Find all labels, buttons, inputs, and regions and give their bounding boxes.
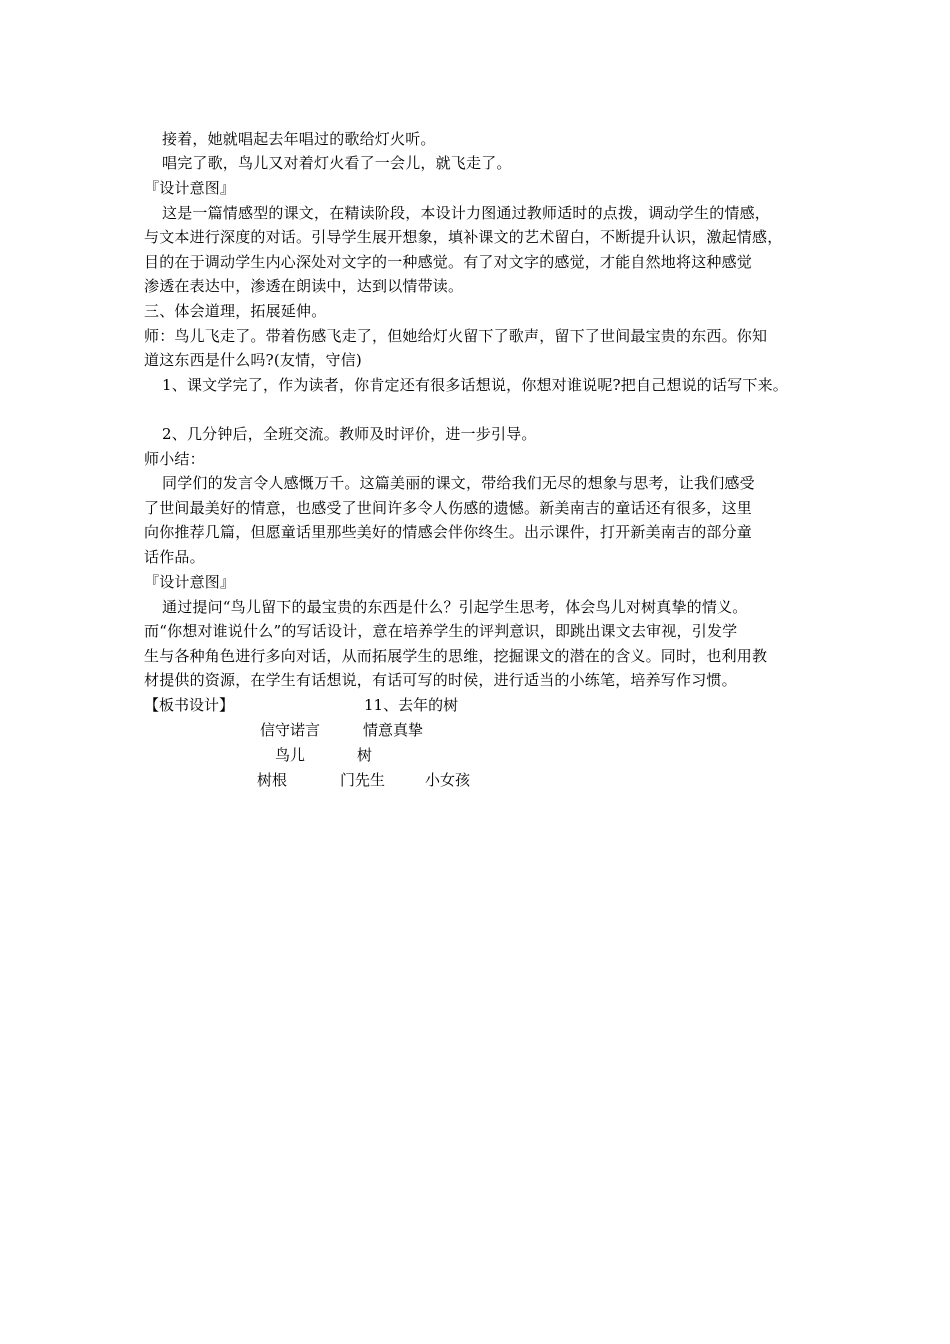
board-character-bird: 鸟儿 (275, 746, 306, 764)
board-character-tree: 树 (357, 746, 373, 764)
design-intent-text: 生与各种角色进行多向对话，从而拓展学生的思维，挖掘课文的潜在的含义。同时，也利用教 (144, 647, 768, 665)
design-intent-text: 而“你想对谁说什么”的写话设计，意在培养学生的评判意识，即跳出课文去审视，引发学 (144, 622, 738, 640)
design-intent-text: 这是一篇情感型的课文，在精读阶段，本设计力图通过教师适时的点拨，调动学生的情感， (162, 204, 771, 222)
paragraph-sing-song: 接着，她就唱起去年唱过的歌给灯火听。 (162, 130, 436, 148)
board-trait-left: 信守诺言 (260, 721, 321, 739)
teacher-dialogue: 道这东西是什么吗?(友情，守信) (144, 351, 362, 369)
design-intent-text: 渗透在表达中，渗透在朗读中，达到以情带读。 (144, 277, 464, 295)
design-intent-heading: 『设计意图』 (144, 179, 236, 197)
section-title: 三、体会道理，拓展延伸。 (144, 302, 327, 320)
paragraph-bird-leaves: 唱完了歌，鸟儿又对着灯火看了一会儿，就飞走了。 (162, 154, 512, 172)
activity-item: 1、课文学完了，作为读者，你肯定还有很多话想说，你想对谁说呢?把自己想说的话写下来。 (162, 376, 788, 394)
design-intent-text: 与文本进行深度的对话。引导学生展开想象，填补课文的艺术留白，不断提升认识，激起情感， (144, 228, 783, 246)
summary-text: 话作品。 (144, 548, 205, 566)
design-intent-text: 材提供的资源，在学生有话想说，有话可写的时侯，进行适当的小练笔，培养写作习惯。 (144, 671, 737, 689)
design-intent-heading: 『设计意图』 (144, 573, 236, 591)
activity-item: 2、几分钟后，全班交流。教师及时评价，进一步引导。 (162, 425, 537, 443)
board-design-label: 【板书设计】 (144, 696, 235, 714)
summary-heading: 师小结： (144, 450, 205, 468)
summary-text: 同学们的发言令人感慨万千。这篇美丽的课文，带给我们无尽的想象与思考，让我们感受 (162, 474, 755, 492)
design-intent-text: 目的在于调动学生内心深处对文字的一种感觉。有了对文字的感觉，才能自然地将这种感觉 (144, 253, 753, 271)
board-role-root: 树根 (257, 771, 288, 789)
board-trait-right: 情意真挚 (363, 721, 424, 739)
summary-text: 了世间最美好的情意，也感受了世间许多令人伤感的遗憾。新美南吉的童话还有很多，这里 (144, 499, 753, 517)
board-title: 11、去年的树 (364, 696, 459, 714)
board-role-gate: 门先生 (340, 771, 386, 789)
board-role-girl: 小女孩 (425, 771, 471, 789)
teacher-dialogue: 师：鸟儿飞走了。带着伤感飞走了，但她给灯火留下了歌声，留下了世间最宝贵的东西。你知 (144, 327, 768, 345)
design-intent-text: 通过提问“鸟儿留下的最宝贵的东西是什么？引起学生思考，体会鸟儿对树真挚的情义。 (162, 598, 748, 616)
summary-text: 向你推荐几篇，但愿童话里那些美好的情感会伴你终生。出示课件，打开新美南吉的部分童 (144, 523, 753, 541)
